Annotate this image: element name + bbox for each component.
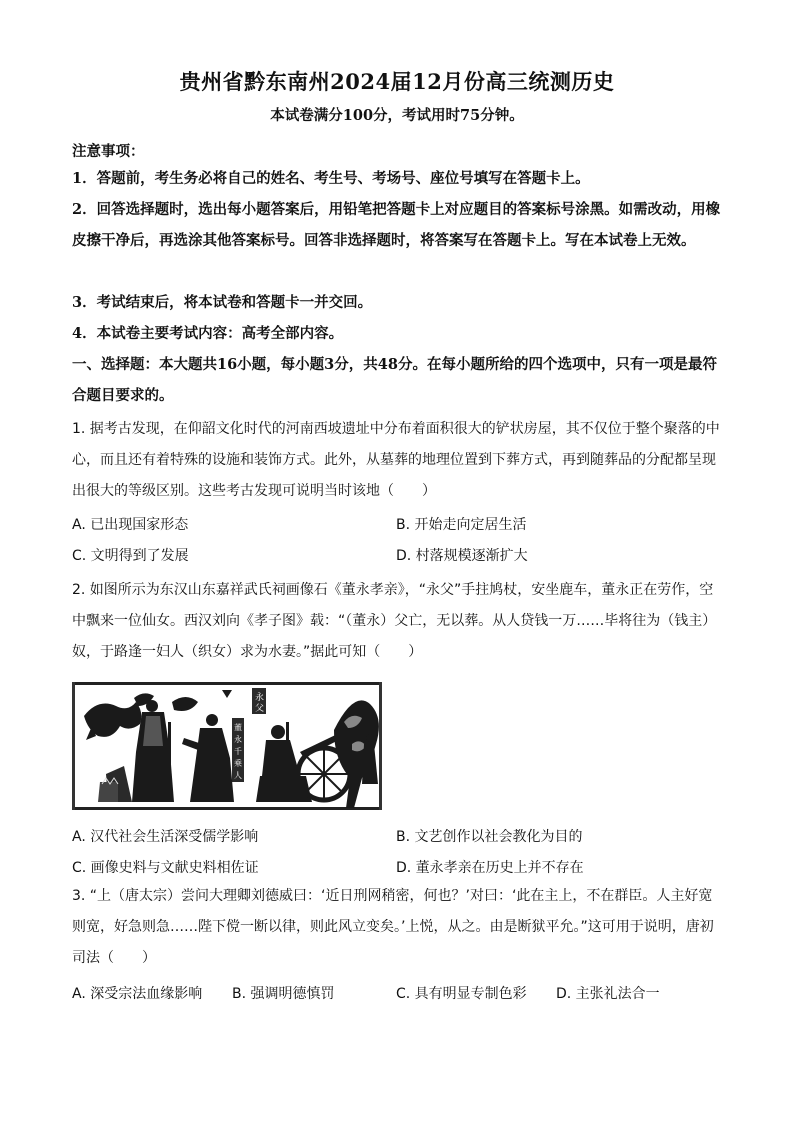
q2-option-c: C. 画像史料与文献史料相佐证 [72,860,259,876]
svg-text:父: 父 [255,704,265,714]
q3-option-a: A. 深受宗法血缘影响 [72,986,203,1002]
q2-option-a: A. 汉代社会生活深受儒学影响 [72,829,259,845]
svg-text:永: 永 [255,693,265,703]
notes-title: 注意事项： [72,143,145,160]
q2-option-b: B. 文艺创作以社会教化为目的 [396,829,583,845]
note-item-3: 3．考试结束后，将本试卷和答题卡一并交回。 [72,294,373,311]
q3-option-d: D. 主张礼法合一 [556,986,660,1002]
dong-yong-relief-illustration [72,682,382,810]
q1-option-b: B. 开始走向定居生活 [396,517,527,533]
q2-option-d: D. 董永孝亲在历史上并不存在 [396,860,584,876]
question-1-stem: 1. 据考古发现，在仰韶文化时代的河南西坡遗址中分布着面积很大的铲状房屋，其不仅位于整个聚落的中心，而且还有着特殊的设施和装饰方式。此外，从墓葬的地理位置到下葬方式，再到随葬品的分配都呈现出很大的等级区别。这些考古发现可说明当时该地（ ） [72,421,720,499]
q1-option-a: A. 已出现国家形态 [72,517,189,533]
section-heading: 一、选择题：本大题共16小题，每小题3分，共48分。在每小题所给的四个选项中，只有一项是最符合题目要求的。 [72,356,717,404]
q1-option-c: C. 文明得到了发展 [72,548,189,564]
stone-relief-image [72,682,382,810]
svg-text:乘: 乘 [234,759,242,768]
q1-option-d: D. 村落规模逐渐扩大 [396,548,528,564]
question-2-stem: 2. 如图所示为东汉山东嘉祥武氏祠画像石《董永孝亲》，“永父”手拄鸠杖，安坐鹿车，董永正在劳作，空中飘来一位仙女。西汉刘向《孝子图》载：“（董永）父亡，无以葬。从人贷钱一万……毕将往为（钱主）奴，于路逢一妇人（织女）求为水妻。”据此可知（ ） [72,582,717,660]
question-3-stem: 3. “上（唐太宗）尝问大理卿刘德威曰：‘近日刑网稍密，何也？’对曰：‘此在主上，不在群臣。人主好宽则宽，好急则急……陛下傥一断以律，则此风立变矣。’上悦，从之。由是断狱平允。”这可用于说明，唐初司法（ ） [72,888,714,966]
exam-subtitle: 本试卷满分100分，考试用时75分钟。 [270,107,524,124]
svg-text:董: 董 [234,723,242,732]
q3-option-b: B. 强调明德慎罚 [232,986,335,1002]
svg-text:人: 人 [234,771,242,780]
q3-option-c: C. 具有明显专制色彩 [396,986,527,1002]
svg-text:千: 千 [234,747,242,756]
note-item-2: 2．回答选择题时，选出每小题答案后，用铅笔把答题卡上对应题目的答案标号涂黑。如需改动，用橡皮擦干净后，再选涂其他答案标号。回答非选择题时，将答案写在答题卡上。写在本试卷上无效。 [72,201,721,249]
note-item-1: 1．答题前，考生务必将自己的姓名、考生号、考场号、座位号填写在答题卡上。 [72,170,590,187]
exam-title: 贵州省黔东南州2024届12月份高三统测历史 [179,69,615,94]
note-item-4: 4．本试卷主要考试内容：高考全部内容。 [72,325,344,342]
svg-text:永: 永 [234,735,242,744]
